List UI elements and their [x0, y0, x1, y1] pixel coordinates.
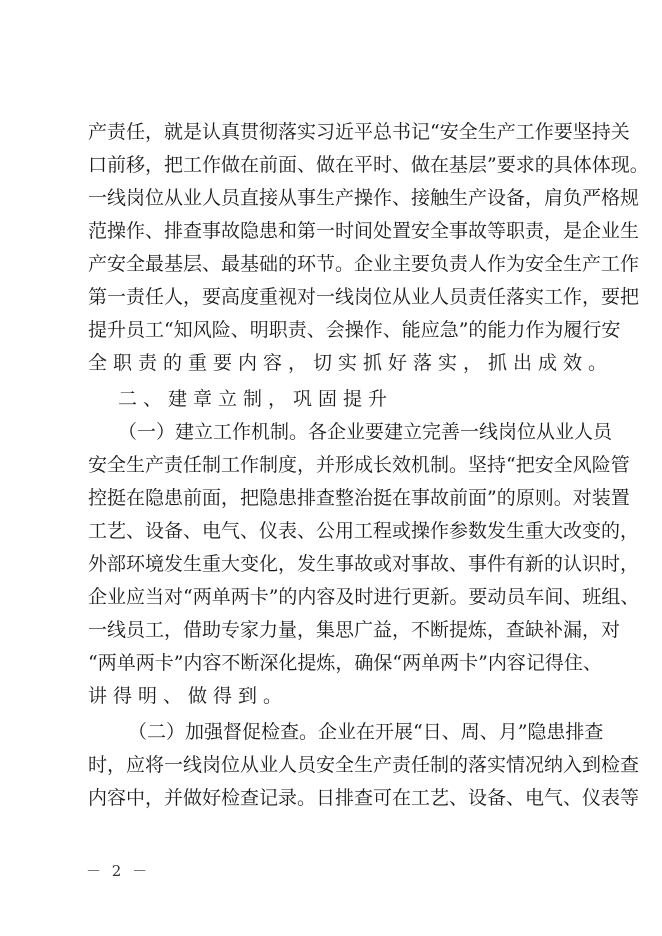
paragraph-line: 范操作、排查事故隐患和第一时间处置安全事故等职责，是企业生	[88, 220, 640, 242]
paragraph-line: 讲得明、做得到。	[88, 685, 289, 707]
paragraph-line: “两单两卡”内容不断深化提炼，确保“两单两卡”内容记得住、	[88, 652, 602, 674]
paragraph-line: 产安全最基层、最基础的环节。企业主要负责人作为安全生产工作	[88, 253, 640, 275]
paragraph-line: 全职责的重要内容，切实抓好落实，抓出成效。	[88, 352, 614, 374]
paragraph-line: 安全生产责任制工作制度，并形成长效机制。坚持“把安全风险管	[88, 454, 630, 476]
paragraph-line: 口前移，把工作做在前面、做在平时、做在基层”要求的具体体现。	[88, 154, 649, 176]
paragraph-line: （二）加强督促检查。企业在开展“日、周、月”隐患排查	[128, 721, 604, 743]
paragraph-line: 一线岗位从业人员直接从事生产操作、接触生产设备，肩负严格规	[88, 187, 640, 209]
paragraph-line: 提升员工“知风险、明职责、会操作、能应急”的能力作为履行安	[88, 319, 621, 341]
paragraph-line: 一线员工，借助专家力量，集思广益，不断提炼，查缺补漏，对	[88, 619, 621, 641]
paragraph-line: 时，应将一线岗位从业人员安全生产责任制的落实情况纳入到检查	[88, 754, 640, 776]
paragraph-line: 外部环境发生重大变化，发生事故或对事故、事件有新的认识时，	[88, 553, 640, 575]
paragraph-line: 企业应当对“两单两卡”的内容及时进行更新。要动员车间、班组、	[88, 586, 640, 608]
section-heading: 二、建章立制，巩固提升	[118, 388, 394, 410]
paragraph-line: 控挺在隐患前面，把隐患排查整治挺在事故前面”的原则。对装置	[88, 487, 630, 509]
paragraph-line: （一）建立工作机制。各企业要建立完善一线岗位从业人员	[118, 421, 613, 443]
paragraph-line: 第一责任人，要高度重视对一线岗位从业人员责任落实工作，要把	[88, 286, 640, 308]
page-number: － 2 －	[86, 862, 151, 880]
paragraph-line: 产责任，就是认真贯彻落实习近平总书记“安全生产工作要坚持关	[88, 121, 630, 143]
paragraph-line: 工艺、设备、电气、仪表、公用工程或操作参数发生重大改变的，	[88, 520, 640, 542]
paragraph-line: 内容中，并做好检查记录。日排查可在工艺、设备、电气、仪表等	[88, 787, 640, 809]
